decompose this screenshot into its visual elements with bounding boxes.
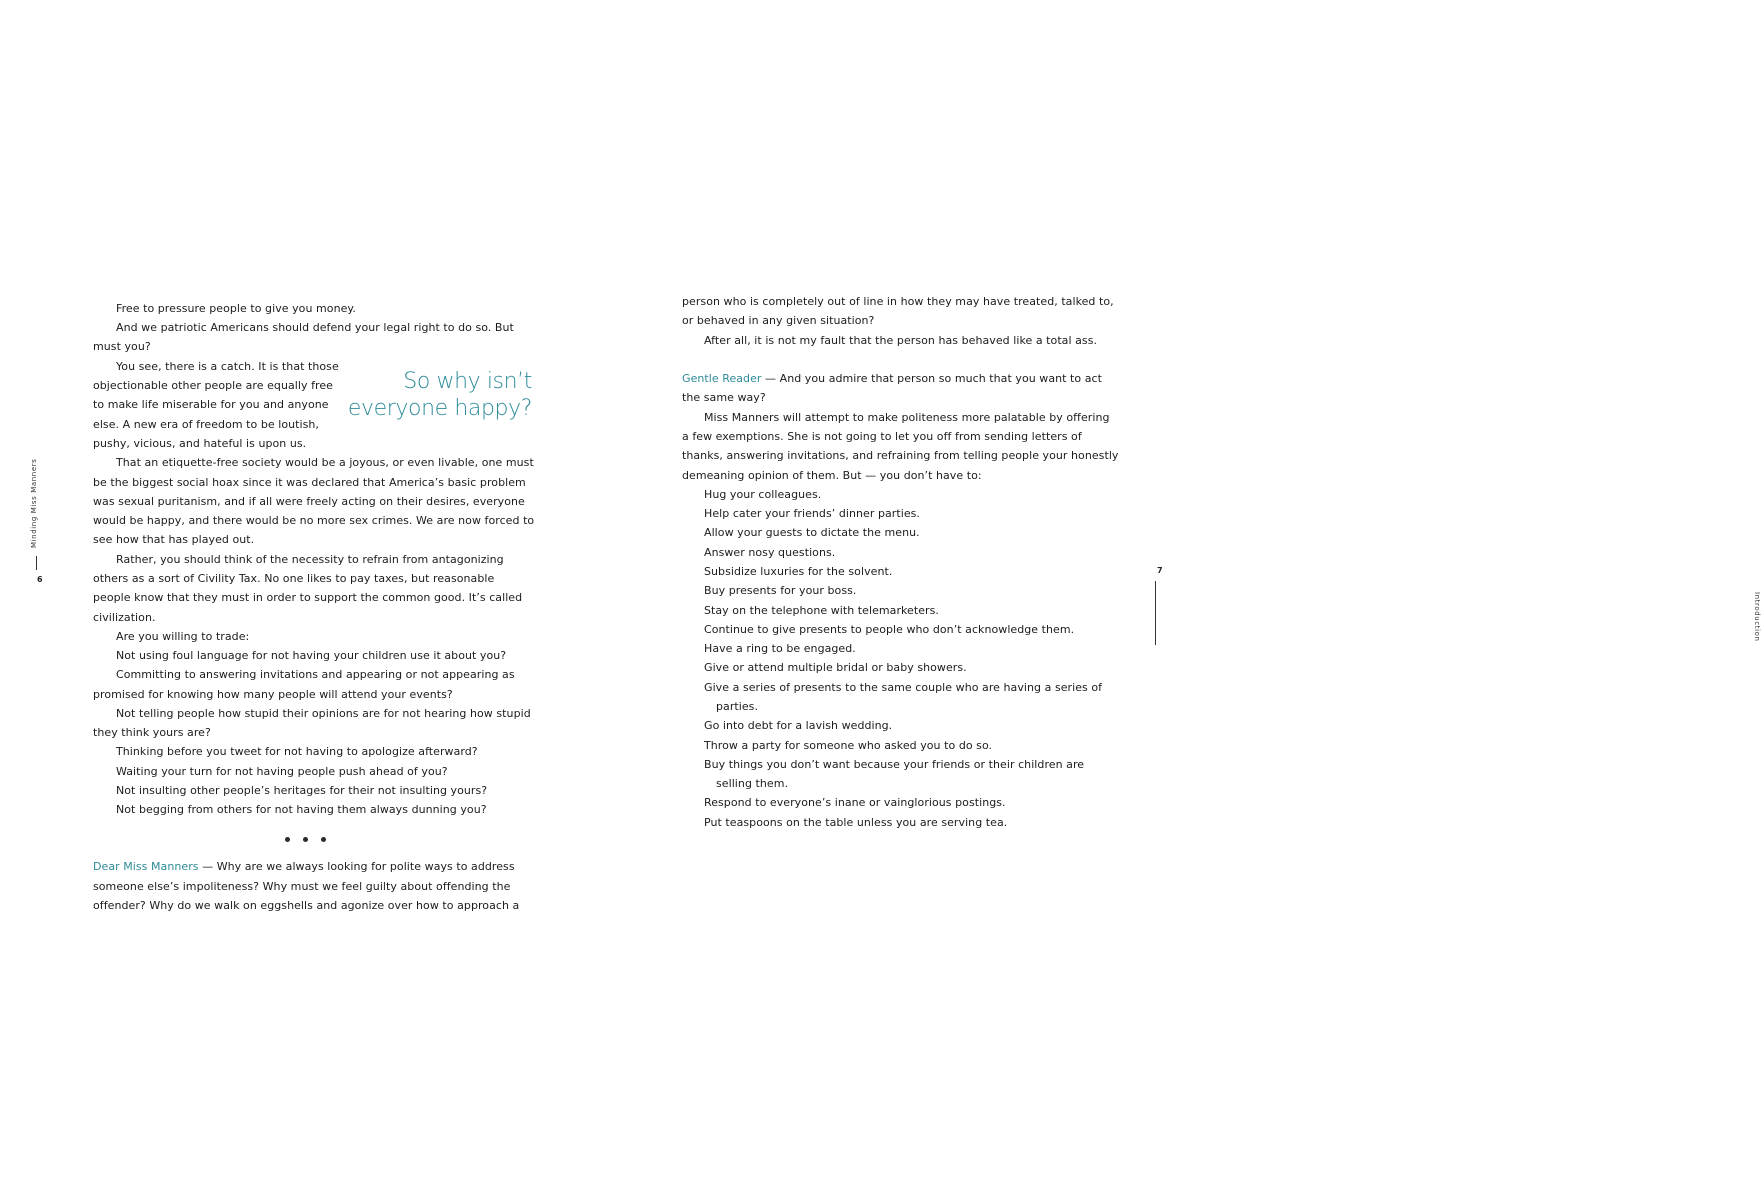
list-item: Help cater your friends’ dinner parties. (704, 507, 920, 520)
list-item: Stay on the telephone with telemarketers. (704, 604, 939, 617)
right-page (600, 0, 1761, 1200)
list-item: Allow your guests to dictate the menu. (704, 526, 920, 539)
reply-text: — And you admire that person so much that you want to act (761, 372, 1102, 385)
list-item: Put teaspoons on the table unless you are serving tea. (704, 816, 1008, 829)
body-line: demeaning opinion of them. But — you don’t have to: (682, 469, 982, 482)
body-line: And we patriotic Americans should defend your legal right to do so. But (116, 321, 514, 334)
body-line: people know that they must in order to support the common good. It’s called (93, 591, 523, 604)
dot (321, 837, 326, 842)
body-line: they think yours are? (93, 726, 211, 739)
body-line: Committing to answering invitations and appearing or not appearing as (116, 668, 515, 681)
list-item: Give or attend multiple bridal or baby showers. (704, 661, 967, 674)
reply-first-line (682, 372, 1102, 386)
list-item: Subsidize luxuries for the solvent. (704, 565, 893, 578)
running-head: Minding Miss Manners (30, 458, 38, 548)
body-line: civilization. (93, 611, 156, 624)
body-line: a few exemptions. She is not going to let you off from sending letters of (682, 430, 1082, 443)
dot (285, 837, 290, 842)
body-line: objectionable other people are equally free (93, 379, 333, 392)
dot (303, 837, 308, 842)
letter-salutation: Dear Miss Manners (93, 860, 199, 873)
pull-quote-line: everyone happy? (347, 396, 532, 421)
body-line: Waiting your turn for not having people push ahead of you? (116, 765, 448, 778)
list-item: Throw a party for someone who asked you to do so. (704, 739, 993, 752)
body-line: Are you willing to trade: (116, 630, 250, 643)
body-line: Free to pressure people to give you money. (116, 302, 356, 315)
body-line: promised for knowing how many people will attend your events? (93, 688, 453, 701)
pull-quote (348, 368, 532, 422)
letter-line: someone else’s impoliteness? Why must we feel guilty about offending the (93, 880, 511, 893)
body-line: would be happy, and there would be no more sex crimes. We are now forced to (93, 514, 535, 527)
body-line: person who is completely out of line in how they may have treated, talked to, (682, 295, 1114, 308)
list-item: Buy things you don’t want because your friends or their children are (704, 758, 1085, 771)
list-item: Respond to everyone’s inane or vainglorious postings. (704, 796, 1006, 809)
body-line: or behaved in any given situation? (682, 314, 875, 327)
body-line: pushy, vicious, and hateful is upon us. (93, 437, 307, 450)
body-line: Miss Manners will attempt to make politeness more palatable by offering (704, 411, 1110, 424)
list-item: Continue to give presents to people who don’t acknowledge them. (704, 623, 1075, 636)
section-break-dots (285, 837, 326, 842)
left-page (0, 0, 600, 1200)
body-line: see how that has played out. (93, 533, 255, 546)
list-item: Hug your colleagues. (704, 488, 822, 501)
list-item: Give a series of presents to the same couple who are having a series of (704, 681, 1103, 694)
reply-salutation: Gentle Reader (682, 372, 762, 385)
list-item: Go into debt for a lavish wedding. (704, 719, 893, 732)
running-head-rule (36, 556, 37, 570)
body-line: to make life miserable for you and anyone (93, 398, 329, 411)
list-item: Answer nosy questions. (704, 546, 836, 559)
letter-text: — Why are we always looking for polite ways to address (198, 860, 515, 873)
body-line: else. A new era of freedom to be loutish, (93, 418, 319, 431)
body-line: was sexual puritanism, and if all were freely acting on their desires, everyone (93, 495, 525, 508)
body-line: Not using foul language for not having your children use it about you? (116, 649, 507, 662)
list-item: Buy presents for your boss. (704, 584, 857, 597)
list-item-continued: parties. (716, 700, 759, 713)
body-line: Thinking before you tweet for not having to apologize afterward? (116, 745, 478, 758)
running-head-rule (1155, 581, 1156, 645)
body-line: be the biggest social hoax since it was declared that America’s basic problem (93, 476, 526, 489)
body-line: After all, it is not my fault that the person has behaved like a total ass. (704, 334, 1098, 347)
page-number: 7 (1157, 566, 1163, 575)
letter-first-line (93, 860, 515, 874)
body-line: Not begging from others for not having them always dunning you? (116, 803, 487, 816)
list-item-continued: selling them. (716, 777, 789, 790)
body-line: Rather, you should think of the necessity to refrain from antagonizing (116, 553, 504, 566)
body-line: Not insulting other people’s heritages for their not insulting yours? (116, 784, 488, 797)
letter-line: offender? Why do we walk on eggshells and agonize over how to approach a (93, 899, 520, 912)
pull-quote-line: So why isn’t (403, 369, 532, 394)
body-line: thanks, answering invitations, and refraining from telling people your honestly (682, 449, 1119, 462)
body-line: must you? (93, 340, 151, 353)
body-line: That an etiquette-free society would be a joyous, or even livable, one must (116, 456, 534, 469)
running-head: Introduction (1753, 592, 1761, 642)
list-item: Have a ring to be engaged. (704, 642, 856, 655)
page-number: 6 (37, 575, 43, 584)
body-line: Not telling people how stupid their opinions are for not hearing how stupid (116, 707, 531, 720)
body-line: You see, there is a catch. It is that those (116, 360, 339, 373)
body-line: the same way? (682, 391, 766, 404)
body-line: others as a sort of Civility Tax. No one likes to pay taxes, but reasonable (93, 572, 495, 585)
